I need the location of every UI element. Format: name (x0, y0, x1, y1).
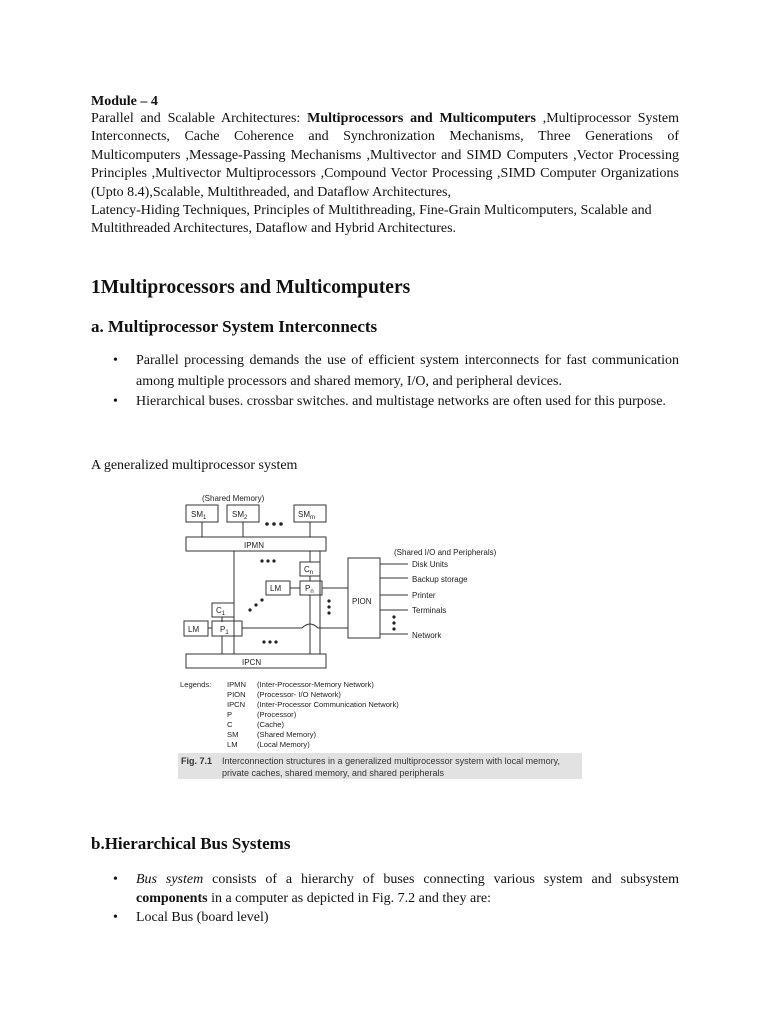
module-intro (91, 110, 679, 239)
module-title: Module – 4 (91, 94, 158, 109)
peripheral-label: Network (412, 631, 442, 640)
figure-caption (178, 753, 582, 779)
bullet-icon: • (113, 394, 118, 410)
bullet-text: Parallel processing demands the use of efficient system interconnects for fast communication among multiple processors and shared memory, I/O, and peripheral devices. (136, 353, 679, 389)
multiprocessor-diagram (180, 492, 584, 780)
legend-value: (Cache) (257, 720, 285, 729)
intro-line2: Latency-Hiding Techniques, Principles of Multithreading, Fine-Grain Multicomputers, Scalable and Multithreaded Architectures, Dataflow and Hybrid Architectures. (91, 203, 652, 237)
bus-system-term: Bus system (136, 872, 204, 887)
bullet-text: consists of a hierarchy of buses connecting various system and subsystem (203, 872, 680, 887)
bullet-icon: • (113, 910, 118, 925)
list-item (91, 392, 679, 413)
lm-n-label: LM (270, 584, 282, 593)
legend-key: PION (227, 690, 246, 699)
intro-bold: Multiprocessors and Multicomputers (307, 111, 536, 126)
p1-label: $P_1$ (220, 625, 229, 636)
legend-value: (Inter-Processor-Memory Network) (257, 680, 374, 689)
legend-key: LM (227, 740, 238, 749)
intro-rest: ,Multiprocessor System Interconnects, Cache Coherence and Synchronization Mechanisms, Three Generations of Multicomputers ,Message-Passing Mechanisms ,Multivector and SIMD Computers ,Vector Processing Principles ,Multivector Multiprocessors ,Compound Vector Processing ,SIMD Computer Organizations (Upto 8.4),Scalable, Multithreaded, and Dataflow Architectures, (91, 111, 679, 200)
legend-key: P (227, 710, 233, 719)
legend-value: (Local Memory) (257, 740, 310, 749)
ipmn-label: IPMN (244, 541, 264, 550)
legend-key: C (227, 720, 233, 729)
bullet-icon: • (113, 353, 118, 368)
figure-intro-text: A generalized multiprocessor system (91, 458, 298, 473)
subsection-b-bullets (91, 870, 679, 927)
pn-label: $P_n$ (305, 584, 314, 595)
list-item (91, 908, 679, 927)
figure-diagram (180, 492, 584, 780)
pion-label: PION (352, 597, 372, 606)
legend-key: SM (227, 730, 239, 739)
legends-title: Legends: (180, 680, 212, 689)
subsection-a-bullets (91, 351, 679, 413)
peripheral-label: Printer (412, 591, 436, 600)
shared-memory-label: (Shared Memory) (202, 494, 265, 503)
bullet-text: in a computer as depicted in Fig. 7.2 and they are: (207, 891, 491, 906)
lm-1-label: LM (188, 625, 200, 634)
legend-value: (Processor- I/O Network) (257, 690, 341, 699)
legend-key: IPCN (227, 700, 246, 709)
list-item (91, 351, 679, 392)
subsection-a-heading: a. Multiprocessor System Interconnects (91, 317, 378, 336)
bullet-icon: • (113, 872, 118, 887)
peripheral-label: Backup storage (412, 575, 468, 584)
section-heading: 1Multiprocessors and Multicomputers (91, 277, 411, 298)
peripheral-label: Disk Units (412, 560, 449, 569)
caption-text: Interconnection structures in a generalized multiprocessor system with local memory, private caches, shared memory, and shared peripherals (222, 756, 560, 778)
sm1-label: $SM_1$ (191, 510, 207, 521)
components-term: components (136, 891, 208, 906)
legend-value: (Inter-Processor Communication Network) (257, 700, 399, 709)
bullet-text: Hierarchical buses. crossbar switches. and multistage networks are often used for this purpose. (136, 394, 666, 410)
cn-label: $C_n$ (304, 565, 314, 576)
shared-io-label: (Shared I/O and Peripherals) (394, 548, 497, 557)
legend-value: (Shared Memory) (257, 730, 317, 739)
legend-key: IPMN (227, 680, 246, 689)
intro-prefix: Parallel and Scalable Architectures: (91, 111, 308, 126)
subsection-b-heading: b.Hierarchical Bus Systems (91, 834, 291, 853)
peripheral-label: Terminals (412, 606, 447, 615)
legend-value: (Processor) (257, 710, 297, 719)
caption-label: Fig. 7.1 (181, 756, 213, 766)
bullet-text: Local Bus (board level) (136, 910, 269, 925)
smm-label: $SM_m$ (298, 510, 315, 521)
ipcn-label: IPCN (242, 658, 262, 667)
c1-label: $C_1$ (216, 606, 226, 617)
list-item (91, 870, 679, 908)
sm2-label: $SM_2$ (232, 510, 248, 521)
